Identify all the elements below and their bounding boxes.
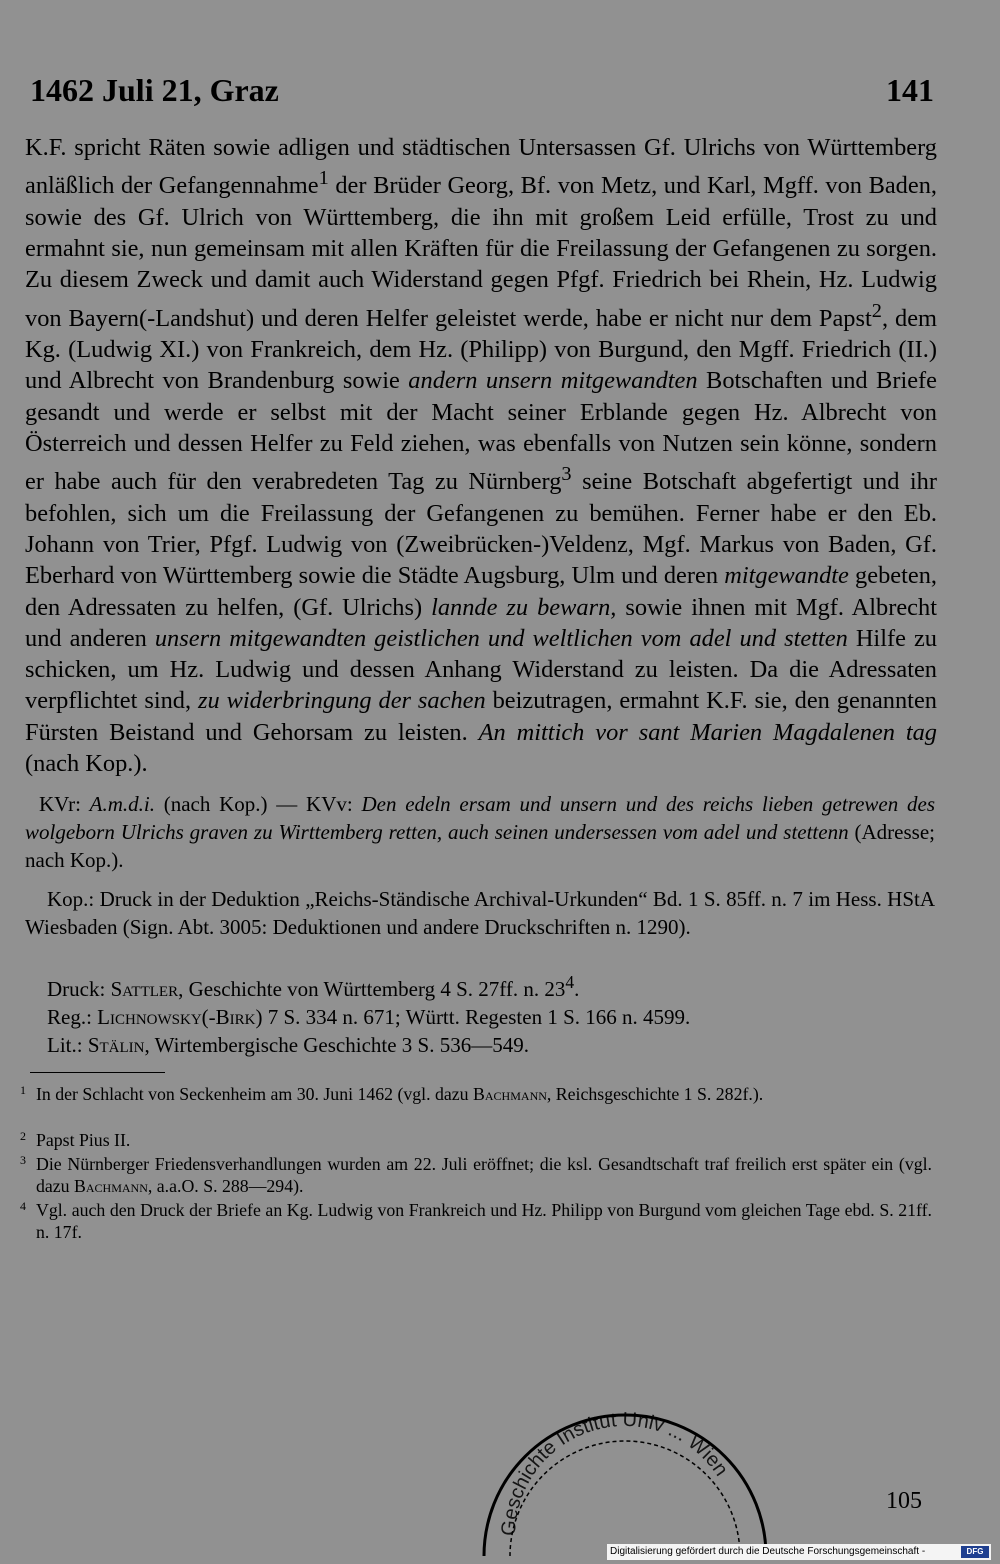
- footnote-ref: 1: [318, 167, 329, 190]
- page-header: [30, 72, 934, 112]
- verso-label: (Adresse; nach Kop.).: [25, 820, 935, 872]
- regest-segment: der Brüder Georg, Bf. von Metz, und Karl, Mgff. von Baden, sowie des Gf. Ulrich von Württemberg, die ihn mit großem Leid erfülle, Trost zu und ermahnt sie, nun gemeinsam mit allen Kräften für die Freilassung der Gefangenen zu sorgen. Zu diesem Zweck und damit auch Widerstand gegen Pfgf. Friedrich bei Rhein, Hz. Ludwig von Bayern(-Landshut) und deren Helfer geleistet werde, habe er nicht nur dem Papst: [25, 172, 937, 332]
- ref-text: .: [574, 977, 580, 1001]
- regest-segment: gebeten, den Adressaten zu helfen, (Gf. Ulrichs): [25, 562, 937, 621]
- regest-segment: K.F. spricht Räten sowie adligen und städtischen Untersassen Gf. Ulrichs von Württemberg anläßlich der Gefangennahme: [25, 134, 937, 200]
- regest-segment: (nach Kop.).: [25, 750, 148, 778]
- footer-text: Digitalisierung gefördert durch die Deutsche Forschungsgemeinschaft -: [610, 1546, 926, 1557]
- footnote-segment: , a.a.O. S. 288—294).: [147, 1175, 304, 1196]
- quotation: mitgewandte: [724, 562, 849, 590]
- ref-author: Sattler: [110, 977, 179, 1001]
- library-stamp: [470, 1356, 780, 1556]
- regest-segment: beizutragen, ermahnt K.F. sie, den genannten Fürsten Beistand und Gehorsam zu leisten.: [25, 687, 937, 746]
- regest-segment: sowie ihnen mit Mgf. Albrecht und anderen: [25, 593, 937, 652]
- footnote-text: Papst Pius II.: [36, 1130, 131, 1150]
- footnote-mark: 2: [20, 1129, 26, 1143]
- footnote-text: Vgl. auch den Druck der Briefe an Kg. Ludwig von Frankreich und Hz. Philipp von Burgund vom gleichen Tage ebd. S. 21ff. n. 17f.: [36, 1200, 932, 1242]
- digitization-footer: [607, 1544, 991, 1560]
- footnote-4: [20, 1200, 932, 1243]
- stamp-text: Geschichte Institut Univ ... Wien: [497, 1408, 733, 1537]
- references: [47, 968, 927, 1059]
- dfg-logo: DFG: [961, 1546, 989, 1558]
- verso-label: KVr:: [39, 792, 90, 816]
- address-text: Den edeln ersam und unsern und des reichs lieben getrewen des wolgeborn Ulrichs graven zu Wirttemberg retten, auch seinen undersessen vom adel und stettenn: [25, 792, 935, 844]
- regest-text: [25, 132, 937, 779]
- footnote-author: Bachmann: [74, 1175, 148, 1196]
- footnote-ref: 2: [871, 299, 882, 322]
- ref-author: Stälin: [87, 1033, 145, 1057]
- footnote-author: Bachmann: [473, 1084, 547, 1104]
- footnote-3: [20, 1154, 932, 1197]
- quotation: lannde zu bewarn,: [431, 593, 617, 621]
- regest-segment: Botschaften und Briefe gesandt und werde er selbst mit der Macht seiner Erblande gegen Hz. Albrecht von Österreich und dessen Helfer zu Feld ziehen, was ebenfalls von Nutzen sein könne, sondern er habe auch für den verabredeten Tag zu Nürnberg: [25, 367, 938, 496]
- quotation: unsern mitgewandten geistlichen und weltlichen vom adel und stetten: [154, 624, 848, 652]
- footnote-1: [20, 1084, 932, 1106]
- regest-segment: seine Botschaft abgefertigt und ihr befohlen, sich um die Freilassung der Gefangenen zu bemühen. Ferner habe er den Eb. Johann von Trier, Pfgf. Ludwig von (Zweibrücken-)Veldenz, Mgf. Markus von Baden, Gf. Eberhard von Württemberg sowie die Städte Augsburg, Ulm und deren: [25, 468, 937, 590]
- footnote-segment: In der Schlacht von Seckenheim am 30. Juni 1462 (vgl. dazu: [36, 1084, 474, 1104]
- footnote-mark: 3: [20, 1153, 26, 1167]
- regest-segment: , dem Kg. (Ludwig XI.) von Frankreich, dem Hz. (Philipp) von Burgund, den Mgff. Friedrich (II.) und Albrecht von Brandenburg sowie: [25, 304, 937, 395]
- footnote-segment: , Reichsgeschichte 1 S. 282f.).: [546, 1084, 764, 1104]
- ref-label: Lit.:: [47, 1033, 88, 1057]
- footnote-text: [36, 1154, 932, 1197]
- footnote-mark: 1: [20, 1083, 26, 1097]
- ref-text: , Wirtembergische Geschichte 3 S. 536—549.: [144, 1033, 529, 1057]
- footnote-2: [20, 1130, 932, 1152]
- dating-clause: An mittich vor sant Marien Magdalenen tag: [478, 718, 937, 746]
- footnote-ref: 3: [561, 463, 572, 486]
- ref-label: Druck:: [47, 977, 111, 1001]
- regest-segment: Hilfe zu schicken, um Hz. Ludwig und dessen Anhang Widerstand zu leisten. Da die Adressaten verpflichtet sind,: [25, 624, 937, 715]
- verso-notes: [25, 790, 935, 874]
- ref-author: Lichnowsky(-Birk): [97, 1005, 263, 1029]
- verso-recto-text: A.m.d.i.: [89, 792, 155, 816]
- stamp-number: 105: [886, 1488, 922, 1514]
- ref-text: 7 S. 334 n. 671; Württ. Regesten 1 S. 166 n. 4599.: [262, 1005, 691, 1029]
- footnote-mark: 4: [20, 1199, 26, 1213]
- reg-line: [47, 1003, 927, 1031]
- ref-label: Reg.:: [47, 1005, 98, 1029]
- kop-text: Kop.: Druck in der Deduktion „Reichs-Ständische Archival-Urkunden“ Bd. 1 S. 85ff. n. 7 im Hess. HStA Wiesbaden (Sign. Abt. 3005: Deduktionen und andere Druckschriften n. 1290).: [25, 887, 935, 939]
- druck-line: [47, 968, 927, 1003]
- footnote-text: [36, 1084, 932, 1106]
- ref-text: , Geschichte von Württemberg 4 S. 27ff. n. 23: [178, 977, 566, 1001]
- footnote-segment: Die Nürnberger Friedensverhandlungen wurden am 22. Juli eröffnet; die ksl. Gesandtschaft traf freilich erst später ein (vgl. dazu: [36, 1154, 932, 1196]
- page-number: 141: [886, 72, 934, 108]
- copy-source: [25, 885, 935, 941]
- footnote-ref: 4: [565, 972, 575, 992]
- quotation: andern unsern mitgewandten: [408, 367, 698, 395]
- verso-label: (nach Kop.) — KVv:: [154, 792, 362, 816]
- quotation: zu widerbringung der sachen: [198, 687, 486, 715]
- footnote-divider: [30, 1072, 165, 1073]
- lit-line: [47, 1031, 927, 1059]
- document-date-place: 1462 Juli 21, Graz: [30, 72, 279, 108]
